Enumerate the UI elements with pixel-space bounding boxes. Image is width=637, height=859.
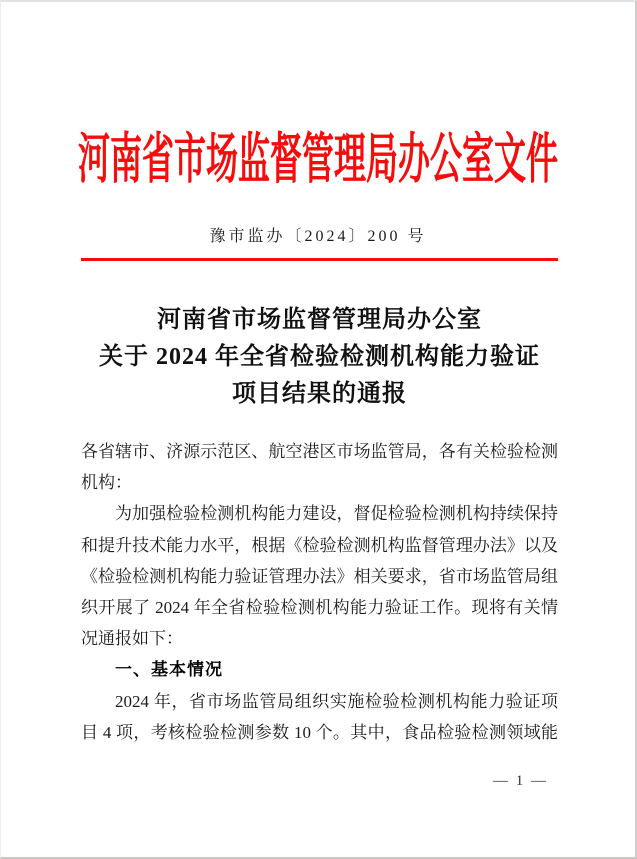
page-number: — 1 — — [493, 773, 548, 789]
document-title — [81, 302, 558, 413]
body-line-paragraph1-2: 和提升技术能力水平，根据《检验检测机构监督管理办法》以及 — [81, 535, 558, 555]
document-masthead: 河南省市场监督管理局办公室文件 — [77, 128, 558, 190]
body-line-paragraph1-4: 织开展了 2024 年全省检验检测机构能力验证工作。现将有关情 — [81, 598, 558, 618]
body-line-salutation-2: 机构： — [81, 473, 132, 493]
body-line-paragraph2-2: 目 4 项，考核检验检测参数 10 个。其中，食品检验检测领域能 — [81, 722, 558, 742]
document-title-line-1: 河南省市场监督管理局办公室 — [157, 307, 482, 333]
document-number: 豫市监办〔2024〕200 号 — [209, 228, 427, 245]
red-separator-rule — [81, 258, 558, 261]
body-line-paragraph1-5: 况通报如下： — [81, 629, 183, 649]
document-title-line-3: 项目结果的通报 — [232, 381, 407, 407]
body-line-salutation-1: 各省辖市、济源示范区、航空港区市场监管局，各有关检验检测 — [81, 442, 558, 461]
section-heading-1: 一、基本情况 — [115, 660, 223, 680]
body-line-paragraph1-1: 为加强检验检测机构能力建设，督促检验检测机构持续保持 — [115, 504, 558, 524]
document-body — [81, 436, 558, 748]
body-line-paragraph2-1: 2024 年，省市场监管局组织实施检验检测机构能力验证项 — [115, 691, 558, 711]
document-title-line-2: 关于 2024 年全省检验检测机构能力验证 — [99, 344, 540, 370]
body-line-paragraph1-3: 《检验检测机构能力验证管理办法》相关要求，省市场监管局组 — [81, 566, 558, 586]
